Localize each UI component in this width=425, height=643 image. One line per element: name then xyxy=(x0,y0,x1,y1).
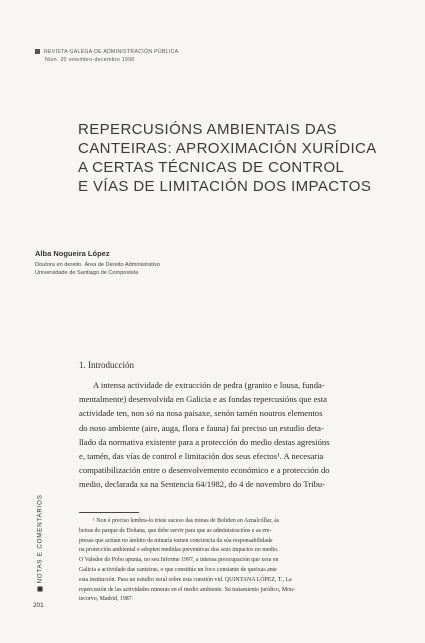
sidebar-label: NOTAS E COMENTARIOS xyxy=(36,494,44,584)
body-line: medio, declarada xa na Sentencia 64/1982, do 4 de novembro do Tribu- xyxy=(79,479,326,490)
affiliation-line: Universidade de Santiago de Compostela xyxy=(35,270,139,276)
body-line: e, tamén, das vías de control e limitación dos seus efectos¹. A necesaria xyxy=(79,451,324,462)
title-line: CANTEIRAS: APROXIMACIÓN XURÍDICA xyxy=(78,140,377,157)
body-line: llado da normativa existente para a protección do medio destas agresións xyxy=(79,436,330,447)
title-line: E VÍAS DE LIMITACIÓN DOS IMPACTOS xyxy=(78,178,372,195)
section-sidebar xyxy=(33,494,45,595)
body-line: mentalmente) desenvolvida en Galicia e as fondas repercusións que esta xyxy=(79,394,327,405)
sidebar-label-wrap xyxy=(36,494,44,592)
footnote-line: na protección ambiental e adopten medidas preventivas dos seus impactos no medio. xyxy=(79,547,279,554)
article-title xyxy=(78,120,398,196)
footnote-divider xyxy=(79,512,139,513)
title-line: A CERTAS TÉCNICAS DE CONTROL xyxy=(78,159,345,176)
footnote-line: ¹ Non é preciso lembra-lo triste suceso das minas de Boliden en Aznalcóllar, ás xyxy=(93,518,280,524)
footnote-line: repercusión de las actividades mineras en el medio ambiente. Su tratamiento jurídico, Mon- xyxy=(79,586,295,593)
body-line: actividade ten, non só na nosa paisaxe, senón tamén noutros elementos xyxy=(79,408,323,419)
body-paragraph xyxy=(79,378,389,492)
affiliation-line: Doutora en dereito. Área de Dereito Administrativo xyxy=(35,262,160,268)
journal-name: REVISTA GALEGA DE ADMINISTRACIÓN PÚBLICA xyxy=(44,49,179,55)
footnote-line: esta institución. Para un estudio xeral sobre esta cuestión vid. QUINTANA LÓPEZ, T., La xyxy=(79,576,292,583)
journal-issue: Núm. 20 setembro-decembro 1998 xyxy=(45,57,135,63)
footnote xyxy=(79,517,391,605)
body-line: compatibilización entre o desenvolvemento económico e a protección do xyxy=(79,465,330,476)
author-affiliation xyxy=(35,261,160,277)
body-line: do noso ambiente (aire, auga, flora e fauna) fai preciso un estudio deta- xyxy=(79,422,324,433)
body-line: A intensa actividade de extracción de pedra (granito e lousa, funda- xyxy=(93,380,325,390)
page-number: 201 xyxy=(33,602,44,609)
footnote-line: O Valedor do Pobo apunta, no seu Informe 1997, a intensa preocupación que xera en xyxy=(79,557,279,564)
footnote-line: presas que actúan no ámbito da minaría tomen conciencia da súa responsabilidade xyxy=(79,537,273,544)
journal-header xyxy=(35,49,178,63)
footnote-line: Galicia a actividade das canteiras, o que constitúe un foco constante de queixas ante xyxy=(79,566,277,573)
title-line: REPERCUSIÓNS AMBIENTAIS DAS xyxy=(78,121,337,138)
journal-square-icon xyxy=(35,49,40,54)
author-name: Alba Nogueira López xyxy=(35,249,110,258)
footnote-line: beiras do parque de Doñana, que debe servir para que as administracións e as em- xyxy=(79,527,272,534)
footnote-line: tecorvo, Madrid, 1987. xyxy=(79,596,134,603)
section-heading: 1. Introducción xyxy=(79,360,134,370)
sidebar-square-icon xyxy=(37,587,42,592)
